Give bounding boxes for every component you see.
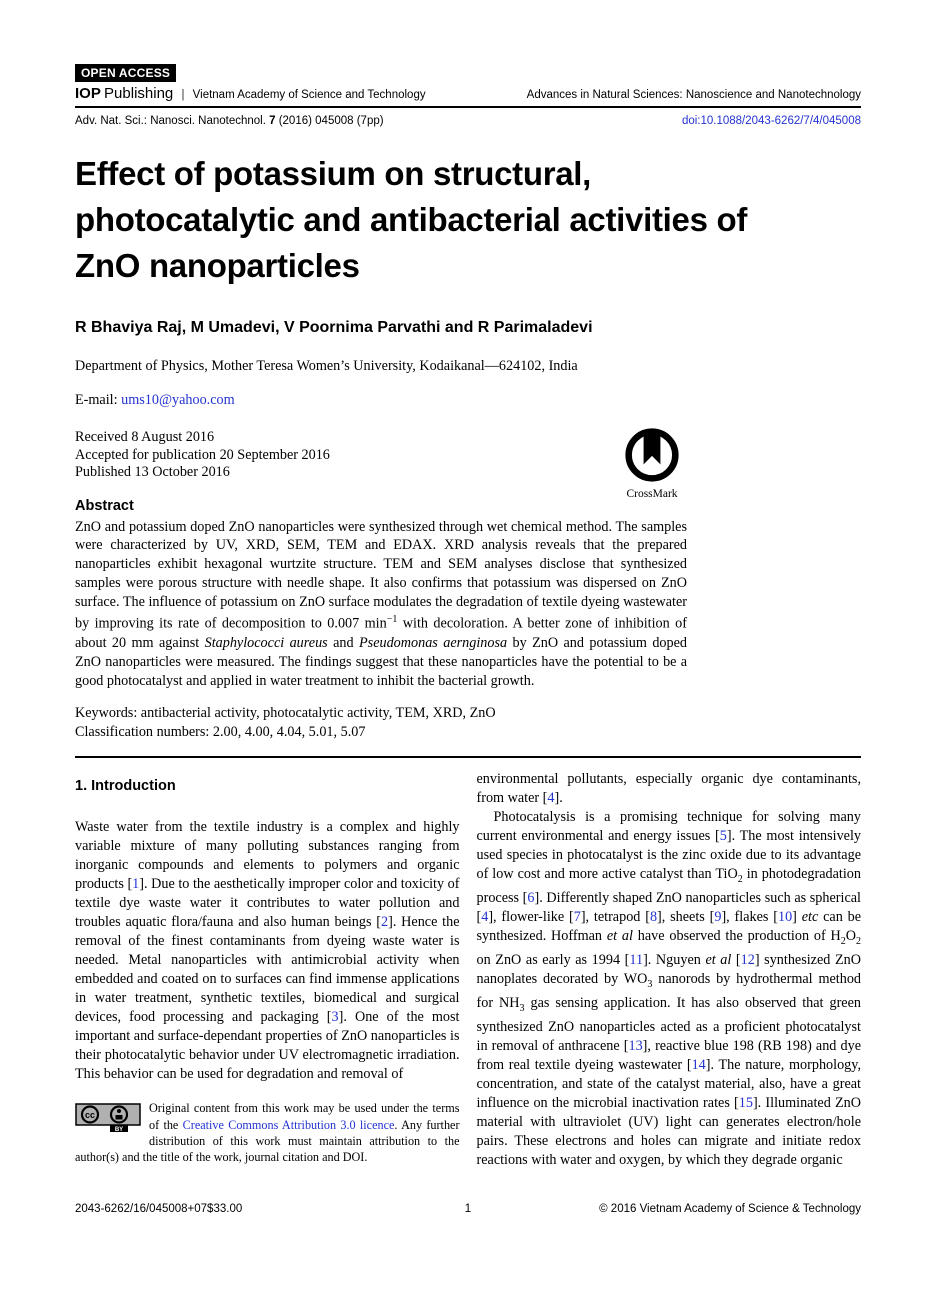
citation-volume: 7: [269, 115, 276, 127]
citation-line: [75, 115, 861, 127]
history-dates: [75, 429, 687, 482]
author-list: R Bhaviya Raj, M Umadevi, V Poornima Parvathi and R Parimaladevi: [75, 319, 593, 336]
styled-text: Staphylococci aureus: [204, 635, 328, 652]
citation-ref[interactable]: 7: [573, 909, 581, 926]
keywords-line: Keywords: antibacterial activity, photocatalytic activity, TEM, XRD, ZnO: [75, 705, 496, 722]
email-link[interactable]: ums10@yahoo.com: [121, 392, 235, 408]
citation-ref[interactable]: 10: [777, 909, 793, 926]
styled-text: 3: [519, 1002, 525, 1014]
inline-link[interactable]: Creative Commons Attribution 3.0 licence: [182, 1117, 395, 1132]
masthead: [75, 85, 861, 102]
citation-ref[interactable]: 5: [719, 828, 727, 845]
styled-text: 2: [840, 936, 846, 948]
styled-text: 2: [856, 936, 861, 948]
meta-zone: [75, 429, 687, 500]
title-line-2: photocatalytic and antibacterial activities of: [75, 201, 748, 238]
body-columns: [75, 770, 861, 1169]
intro-heading: 1. Introduction: [75, 778, 176, 795]
citation-ref[interactable]: 14: [691, 1056, 706, 1073]
svg-text:cc: cc: [84, 1110, 96, 1121]
header-rule: [75, 106, 861, 108]
email-label: E-mail:: [75, 392, 122, 408]
society-name: Vietnam Academy of Science and Technology: [192, 89, 426, 101]
open-access-badge: OPEN ACCESS: [75, 64, 176, 82]
journal-name: Advances in Natural Sciences: Nanoscience and Nanotechnology: [526, 89, 861, 101]
affiliation: Department of Physics, Mother Teresa Women’s University, Kodaikanal—624102, India: [75, 358, 578, 374]
citation-ref[interactable]: 3: [331, 1009, 339, 1026]
publisher-name: Publishing: [104, 85, 174, 102]
citation-ref[interactable]: 15: [738, 1094, 753, 1111]
citation-ref[interactable]: 12: [740, 952, 755, 969]
page-number: 1: [464, 1203, 472, 1215]
email-line: [75, 392, 861, 409]
cc-by-label: BY: [114, 1127, 124, 1134]
article-title: [75, 151, 861, 289]
abstract-text: ZnO and potassium doped ZnO nanoparticles were synthesized through wet chemical method. The samples were characterized by UV, XRD, SEM, TEM and EDAX. XRD analysis reveals that the prepared nanoparticles exhibit hexagonal wurtzite structure. TEM and SEM analyses disclose that synthesized samples were porous structure with needle shape. It also confirms that potassium was dispersed on ZnO surface. The influence of potassium on ZnO surface modulates the degradation of textile dyeing wastewater by improving its rate of decomposition to 0.007 $\min^{-1}$ with decoloration. A better zone of inhibition of about 20 mm against Staphylococci aureus and Pseudomonas aernginosa by ZnO and potassium doped ZnO nanoparticles were measured. The findings suggest that these nanoparticles have the potential to be a good photocatalyst and applied in water treatment to inhibit the bacterial growth.: [75, 518, 688, 689]
styled-text: 3: [647, 978, 653, 990]
crossmark-button[interactable]: [617, 427, 687, 500]
license-text: Original content from this work may be used under the terms of the Creative Commons Attribution 3.0 licence. Any further distribution of this work must maintain attribution to the author(s) and the title of the work, journal citation and DOI.: [75, 1101, 460, 1165]
styled-text: 2: [737, 874, 743, 886]
citation-prefix: Adv. Nat. Sci.: Nanosci. Nanotechnol.: [75, 115, 270, 127]
intro-paragraph-2: environmental pollutants, especially organic dye contaminants, from water [4].: [476, 771, 861, 807]
publisher-line: [75, 85, 426, 102]
citation-ref[interactable]: 9: [714, 909, 722, 926]
styled-text: et al: [705, 952, 732, 969]
styled-text: Pseudomonas aernginosa: [359, 635, 508, 652]
page-footer: [75, 1203, 861, 1215]
abstract-heading: Abstract: [75, 497, 134, 514]
masthead-divider: |: [181, 89, 185, 101]
published-date: Published 13 October 2016: [75, 464, 230, 480]
styled-text: et al: [606, 928, 633, 945]
citation-ref[interactable]: 1: [132, 876, 140, 893]
citation-ref[interactable]: 8: [649, 909, 658, 926]
issn-price: 2043-6262/16/045008+07$33.00: [75, 1203, 243, 1215]
crossmark-label: CrossMark: [626, 488, 678, 500]
styled-text: −1: [386, 614, 398, 626]
citation-suffix: (2016) 045008 (7pp): [275, 115, 384, 127]
accepted-date: Accepted for publication 20 September 2016: [75, 446, 330, 463]
citation-ref[interactable]: 6: [527, 890, 535, 907]
intro-paragraph-1: Waste water from the textile industry is a complex and highly variable mixture of many polluting substances ranging from inorganic compounds and elements to polymers and organic products [1]. Due to the aesthetically improper color and toxicity of textile dye waste water it contributes to water pollution and troubles aquatic flora/fauna and also human beings [2]. Hence the removal of the finest contaminants from dyeing waste water is needed. Metal nanoparticles with antimicrobial activity when embedded and coated on to surfaces can find immense applications in water treatment, synthetic textiles, biomedical and surgical devices, food processing and packaging [3]. One of the most important and surface-dependant properties of ZnO nanoparticles is their photocatalytic behavior under UV electromagnetic irradiation. This behavior can be used for degradation and removal of: [75, 819, 460, 1083]
left-column: [75, 770, 460, 1169]
title-line-3: ZnO nanoparticles: [75, 247, 360, 284]
citation-ref[interactable]: 13: [628, 1037, 643, 1054]
section-rule: [75, 756, 861, 758]
crossmark-icon: [624, 470, 680, 487]
citation-ref[interactable]: 2: [381, 914, 389, 931]
classification-line: Classification numbers: 2.00, 4.00, 4.04, 5.01, 5.07: [75, 724, 366, 741]
publisher-logo: IOP: [75, 85, 101, 102]
copyright: © 2016 Vietnam Academy of Science & Technology: [599, 1203, 861, 1215]
citation-ref[interactable]: 4: [547, 790, 555, 807]
styled-text: etc: [801, 909, 819, 926]
doi-link[interactable]: doi:10.1088/2043-6262/7/4/045008: [681, 115, 861, 127]
right-column: [477, 770, 862, 1169]
title-line-1: Effect of potassium on structural,: [75, 155, 592, 192]
received-date: Received 8 August 2016: [75, 429, 215, 445]
citation-ref[interactable]: 4: [481, 909, 489, 926]
license-footnote: [75, 1100, 460, 1165]
journal-citation: [75, 115, 384, 127]
cc-by-icon: [75, 1103, 141, 1137]
citation-ref[interactable]: 11: [629, 952, 644, 969]
intro-paragraph-3: Photocatalysis is a promising technique for solving many current environmental and energy issues [5]. The most intensively used species in photocatalyst is the zinc oxide due to its advantage of low cost and more active catalyst than TiO$_2$ in photodegradation process [6]. Differently shaped ZnO nanoparticles such as spherical [4], flower-like [7], tetrapod [8], sheets [9], flakes [10] etc can be synthesized. Hoffman et al have observed the production of $H_2O_2$ on ZnO as early as 1994 [11]. Nguyen et al [12] synthesized ZnO nanoplates decorated by $WO_3$ nanorods by hydrothermal method for $NH_3$ gas sensing application. It has also observed that green synthesized ZnO nanoparticles acted as a proficient photocatalyst in removal of anthracene [13], reactive blue 198 (RB 198) and dye from real textile dyeing wastewater [14]. The nature, morphology, concentration, and state of the catalyst material, also, have a great influence on the microbial inactivation rates [15]. Illuminated ZnO material with ultraviolet (UV) light can generates electron/hole pairs. These electrons and holes can migrate and initiate redox reactions with water and oxygen, by which they degrade organic: [476, 809, 862, 1168]
